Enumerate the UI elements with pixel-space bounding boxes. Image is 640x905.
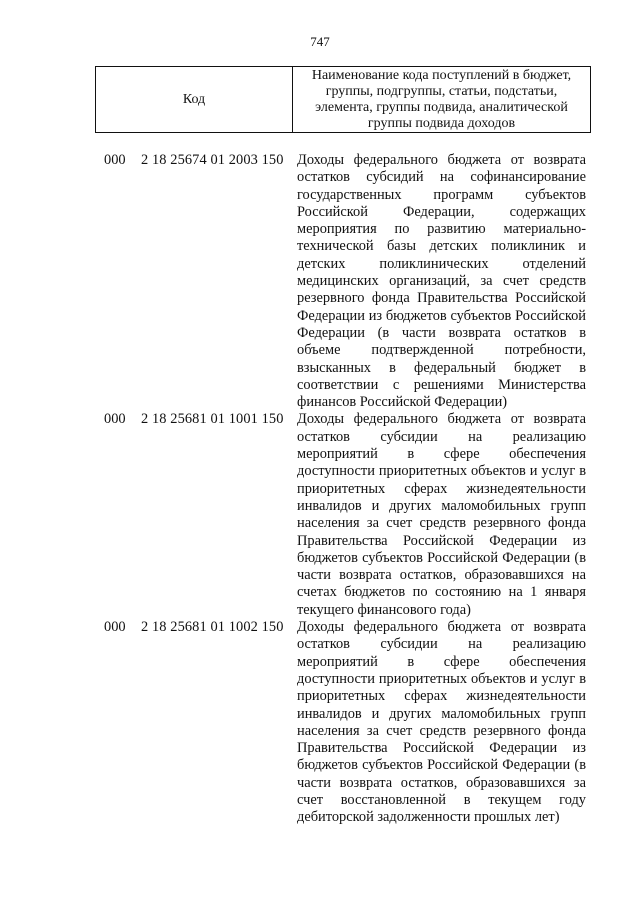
table-row — [0, 619, 640, 827]
table-row — [0, 411, 640, 619]
name-column-header: Наименование кода поступлений в бюджет, группы, подгруппы, статьи, подстатьи, элемента, группы подвида, аналитической группы подвида доходов — [311, 67, 572, 131]
page-number: 747 — [310, 34, 330, 49]
row-code: 2 18 25674 01 2003 150 — [141, 152, 284, 168]
table-header — [95, 66, 591, 133]
row-prefix: 000 — [104, 619, 126, 636]
table-row — [0, 152, 640, 411]
row-prefix: 000 — [104, 411, 126, 428]
row-description: Доходы федерального бюджета от возврата остатков субсидии на реализацию мероприятий в сфере обеспечения доступности приоритетных объектов и услуг в приоритетных сферах жизнедеятельности инвалидов и других маломобильных групп населения за счет средств резервного фонда Правительства Российской Федерации из бюджетов субъектов Российской Федерации (в части возврата остатков, образовавшихся за счет восстановленной в текущем году дебиторской задолженности прошлых лет) — [297, 619, 586, 826]
row-code: 2 18 25681 01 1001 150 — [141, 411, 284, 428]
code-column-header: Код — [96, 67, 293, 132]
row-prefix: 000 — [104, 152, 126, 168]
table-body — [0, 152, 640, 827]
row-code: 2 18 25681 01 1002 150 — [141, 619, 284, 636]
row-description: Доходы федерального бюджета от возврата остатков субсидии на реализацию мероприятий в сфере обеспечения доступности приоритетных объектов и услуг в приоритетных сферах жизнедеятельности инвалидов и других маломобильных групп населения за счет средств резервного фонда Правительства Российской Федерации из бюджетов субъектов Российской Федерации (в части возврата остатков, образовавшихся на счетах бюджетов по состоянию на 1 января текущего финансового года) — [297, 411, 586, 618]
row-description: Доходы федерального бюджета от возврата остатков субсидий на софинансирование государственных программ субъектов Российской Федерации, содержащих мероприятия по развитию материально-технической базы детских поликлиник и детских поликлинических отделений медицинских организаций, за счет средств резервного фонда Правительства Российской Федерации из бюджетов субъектов Российской Федерации (в части возврата остатков в объеме подтвержденной потребности, взысканных в федеральный бюджет в соответствии с решениями Министерства финансов Российской Федерации) — [297, 152, 586, 411]
